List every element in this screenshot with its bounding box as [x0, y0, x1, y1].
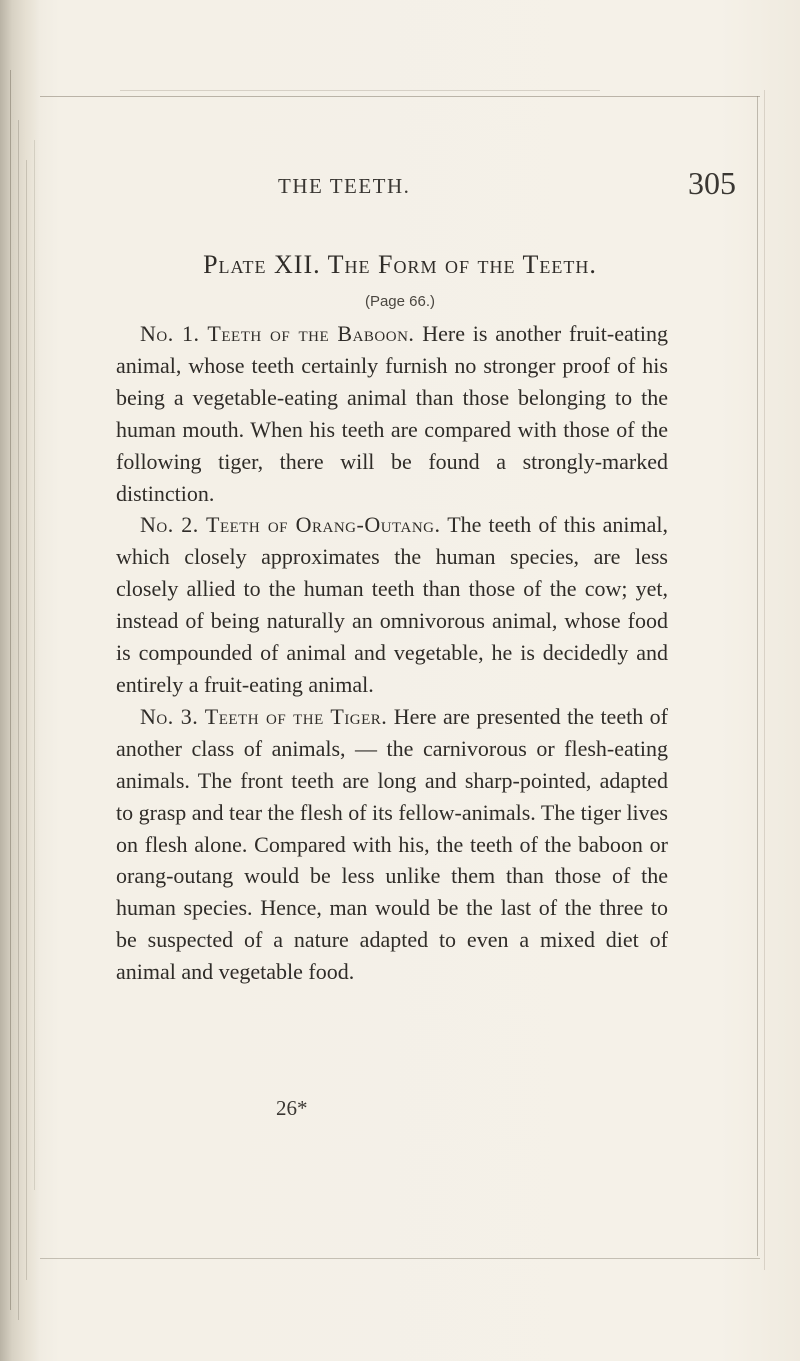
- paragraph-orang-outang: [116, 509, 668, 700]
- paragraph-label: No. 1. Teeth of the Baboon.: [140, 321, 415, 346]
- book-binding-gutter: [0, 0, 40, 1361]
- page-header: [60, 165, 736, 214]
- running-head: THE TEETH.: [278, 174, 411, 198]
- paragraph-label: No. 2. Teeth of Orang-Outang.: [140, 512, 441, 538]
- body-text: [116, 318, 668, 988]
- paragraph-text: Here is another fruit-eating animal, whose teeth certainly furnish no stronger proof of his being a vegetable-eating animal than those belonging to the human mouth. When his teeth are compared with those of the following tiger, there will be found a strongly-marked distinction.: [116, 321, 668, 506]
- paragraph-label: No. 3. Teeth of the Tiger.: [140, 703, 388, 729]
- paragraph-text: The teeth of this animal, which closely approximates the human species, are less closely allied to the human teeth than those of the cow; yet, instead of being naturally an omnivorous animal, whose food is compounded of animal and vegetable, he is decidedly and entirely a fruit-eating animal.: [116, 512, 668, 697]
- paragraph-tiger: [116, 701, 668, 988]
- gutter-line: [26, 160, 27, 1280]
- scan-frame-top-faint: [120, 90, 600, 91]
- paragraph-text: Here are presented the teeth of another class of animals, — the carnivorous or flesh-eating animals. The front teeth are long and sharp-pointed, adapted to grasp and tear the flesh of its fellow-animals. The tiger lives on flesh alone. Compared with his, the teeth of the baboon or orang-outang would be less unlike them than those of the human species. Hence, man would be the last of the three to be suspected of a nature adapted to even a mixed diet of animal and vegetable food.: [116, 703, 668, 985]
- page-number: 305: [688, 165, 736, 201]
- plate-page-reference: (Page 66.): [364, 293, 436, 310]
- scan-frame-top: [40, 96, 760, 97]
- plate-title: Plate XII. The Form of the Teeth.: [203, 250, 597, 279]
- scan-frame-bottom: [40, 1258, 760, 1259]
- paragraph-baboon: [116, 318, 668, 509]
- signature-mark: 26*: [276, 1096, 308, 1120]
